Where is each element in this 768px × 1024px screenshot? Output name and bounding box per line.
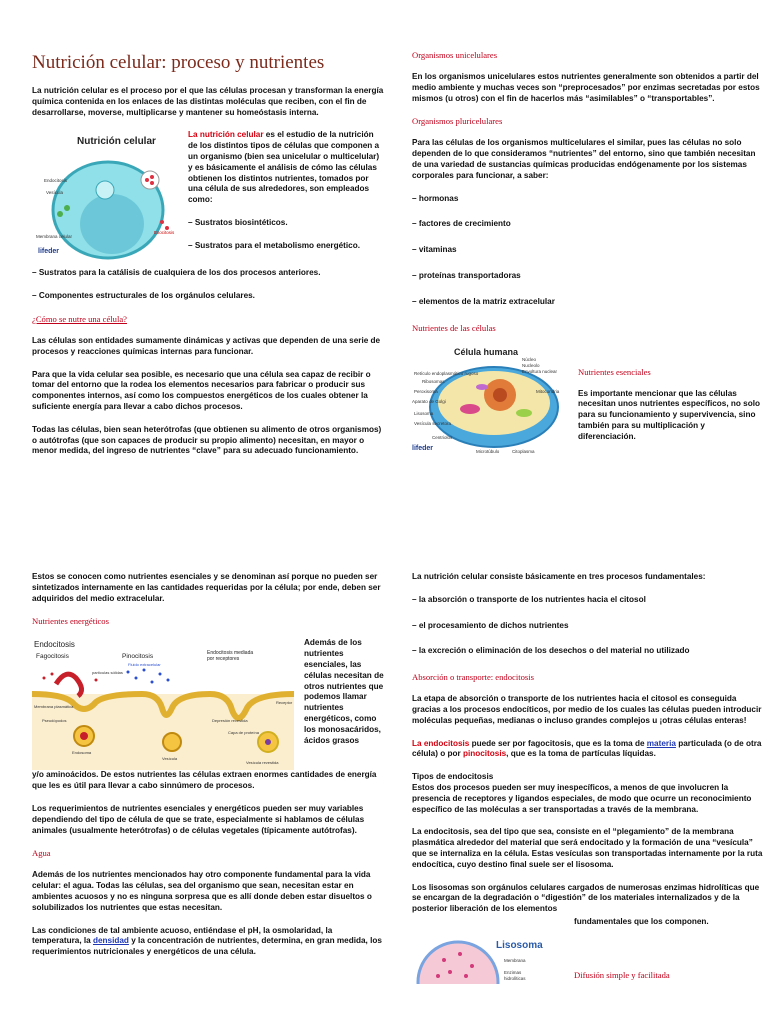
label-centriolos: Centriolos xyxy=(432,434,453,440)
body-paragraph: Tipos de endocitosis Estos dos procesos pueden ser muy inespecíficos, a menos de que involucren la presencia de receptores y ligandos especiales, de modo que ocurre un reconocimiento específico de las moléculas a ser transportadas a través de la membrana. xyxy=(412,772,764,815)
body-paragraph: Los lisosomas son orgánulos celulares cargados de numerosas enzimas hidrolíticas que se encargan de la degradación o “digestión” de los materiales internalizados y de la posterior liberación de los elementos xyxy=(412,882,760,914)
section-heading: Nutrientes de las células xyxy=(412,322,496,333)
label-receptor: Receptor xyxy=(276,700,293,706)
body-paragraph: Las células son entidades sumamente dinámicas y activas que dependen de una serie de procesos y reacciones químicas internas para funcionar. xyxy=(32,335,381,356)
label-vesicula-revestida: Vesícula revestida xyxy=(246,760,279,766)
section-heading: Nutrientes energéticos xyxy=(32,616,109,627)
label-nucleo: Núcleo xyxy=(522,356,537,362)
body-paragraph: Además de los nutrientes mencionados hay otro componente fundamental para la vida celular: el agua. Todas las células, sea del organismo que sean, necesitan estar en ambientes acuosos y no es ninguna sorpresa que es allí donde deben estar disueltos o solubilizados los nutrientes que estas necesitan. xyxy=(32,870,372,912)
list-item: – factores de crecimiento xyxy=(412,219,511,229)
list-item: – vitaminas xyxy=(412,245,457,255)
label-vesicula: Vesícula xyxy=(46,190,64,196)
section-heading: Agua xyxy=(32,848,51,859)
svg-text:Célula humana: Célula humana xyxy=(454,346,519,357)
body-paragraph: Para que la vida celular sea posible, es necesario que una célula sea capaz de recibir o tomar del entorno que la rodea los elementos necesarios para fabricar o producir sus componentes internos, así como los compuestos energéticos de los cuales obtener la suficiente energía para llevar a cabo dichos procesos. xyxy=(32,369,371,411)
nutrition-figure-row xyxy=(32,130,384,268)
label-vesicula: Vesícula xyxy=(162,756,178,762)
body-paragraph: En los organismos unicelulares estos nutrientes generalmente son obtenidos a partir del medio ambiente y muchas veces son “preprocesados” por enzimas secretadas por estos mismos (u otros) con el fin de hacerlos más “asimilables” o “transportables”. xyxy=(412,72,760,103)
human-cell-diagram xyxy=(412,345,572,457)
svg-text:Fagocitosis: Fagocitosis xyxy=(36,653,69,661)
body-paragraph: La endocitosis puede ser por fagocitosis, que es la toma de materia particulada (o de otra célula) o por pinocitosis, que es la toma de partículas líquidas. xyxy=(412,738,762,759)
label-enzimas: Enzimas xyxy=(504,969,522,975)
label-mitocondria: Mitocondria xyxy=(536,388,560,394)
diffusion-heading-col xyxy=(574,932,670,992)
lysosome-figure xyxy=(412,932,562,984)
list-item: – la excreción o eliminación de los desechos o del material no utilizado xyxy=(412,646,690,656)
svg-text:Endocitosis mediada: Endocitosis mediada xyxy=(207,650,254,657)
label-fluido: Fluido extracelular xyxy=(128,662,161,668)
figure-title: Lisosoma xyxy=(496,939,543,951)
endocytosis-figure xyxy=(32,638,294,770)
lysosome-row xyxy=(412,932,764,992)
label-envoltura: Envoltura nuclear xyxy=(522,368,558,374)
body-paragraph: Los requerimientos de nutrientes esenciales y energéticos pueden ser muy variables dependiendo del tipo de célula de que se trate, especialmente si hablamos de células animales (usualmente heterótrofas) o de células vegetales (típicamente autótrofas). xyxy=(32,803,365,835)
label-membrana: Membrana plasmática xyxy=(34,704,74,710)
lifeder-logo: lifeder xyxy=(412,444,434,452)
panel-top-right xyxy=(398,44,764,457)
list-item: – el procesamiento de dichos nutrientes xyxy=(412,620,569,630)
body-paragraph: Todas las células, bien sean heterótrofas (que obtienen su alimento de otros organismos) o autótrofas (que son capaces de producir su propio alimento) necesitan, en mayor o menor medida, del ingreso de nutrientes “clave” para su adecuado funcionamiento. xyxy=(32,424,382,456)
endocytosis-row xyxy=(32,638,384,770)
list-item: – la absorción o transporte de los nutrientes hacia el citosol xyxy=(412,594,646,604)
lifeder-logo: lifeder xyxy=(38,248,60,256)
body-paragraph-cont: fundamentales que los componen. xyxy=(574,916,709,926)
materia-link[interactable]: materia xyxy=(646,738,676,748)
list-item: – Sustratos biosintéticos. xyxy=(188,217,288,227)
list-item: – elementos de la matriz extracelular xyxy=(412,296,555,306)
panel-bottom-right xyxy=(398,572,764,992)
list-item: – Componentes estructurales de los orgánulos celulares. xyxy=(32,291,255,301)
label-endosoma: Endosoma xyxy=(72,750,92,756)
label-citoplasma: Citoplasma xyxy=(512,448,535,454)
label-ribosomas: Ribosomas xyxy=(422,378,445,384)
body-paragraph: La nutrición celular consiste básicamente en tres procesos fundamentales: xyxy=(412,572,706,581)
label-peroxisoma: Peroxisoma xyxy=(414,388,438,394)
label-membrana: Membrana xyxy=(504,957,526,963)
svg-text:Pinocitosis: Pinocitosis xyxy=(122,653,154,661)
label-reticulo: Retículo endoplasmático rugoso xyxy=(414,370,479,376)
endocytosis-diagram xyxy=(32,638,294,770)
section-heading: Nutrientes esenciales xyxy=(578,366,651,377)
lysosome-diagram xyxy=(412,932,562,984)
human-cell-figure xyxy=(412,345,572,457)
human-cell-row xyxy=(412,345,764,457)
label-pseudopodos: Pseudópodos xyxy=(42,718,67,724)
densidad-link[interactable]: densidad xyxy=(92,936,129,946)
intro-paragraph: La nutrición celular es el proceso por el que las células procesan y transforman la energía química contenida en los enlaces de las distintas moléculas que reciben, con el fin de desarrollarse, moverse, multiplicarse y mantener su homeóstasis interna. xyxy=(32,86,384,117)
svg-text:hidrolíticas: hidrolíticas xyxy=(504,975,526,981)
definition-paragraph: La nutrición celular es el estudio de la nutrición de los distintos tipos de células que componen a un organismo (bien sea unicelular o multicelular) y es básicamente el análisis de cómo las células obtienen los distintos nutrientes, tomados por una célula de sus alrededores, son empleados como: xyxy=(188,130,380,205)
body-paragraph: Es importante mencionar que las células necesitan unos nutrientes específicos, no solo para su funcionamiento y supervivencia, sino también para su multiplicación y diferenciación. xyxy=(578,388,760,441)
label-membrana: Membrana celular xyxy=(36,234,73,240)
energetic-side-column xyxy=(304,638,384,770)
panel-bottom-left xyxy=(18,572,384,970)
label-capa: Capa de proteína xyxy=(228,730,259,736)
list-item: – Sustratos para el metabolismo energético. xyxy=(188,240,360,250)
label-golgi: Aparato de Golgi xyxy=(412,398,446,404)
label-particulas: partículas sólidas xyxy=(92,670,123,676)
list-item: – Sustratos para la catálisis de cualquiera de los dos procesos anteriores. xyxy=(32,268,321,278)
nutrition-figure xyxy=(32,130,182,268)
body-paragraph: La endocitosis, sea del tipo que sea, consiste en el “plegamiento” de la membrana plasmática alrededor del material que será endocitado y la formación de una “vesícula” que se internaliza en la célula. Estas vesículas son transportadas internamente por la ruta endocítica, cuyo destino final suele ser el lisosoma. xyxy=(412,827,763,869)
body-paragraph: La etapa de absorción o transporte de los nutrientes hacia el citosol es conseguida gracias a los procesos endocíticos, por medio de los cuales las células pueden introducir moléculas pequeñas, medianas o incluso grandes complejos u ¡otras células enteras! xyxy=(412,694,762,725)
section-heading: ¿Cómo se nutre una célula? xyxy=(32,313,127,324)
section-heading: Absorción o transporte: endocitosis xyxy=(412,672,534,683)
label-vesicula: Vesícula secretora xyxy=(414,420,452,426)
label-lisosoma: Lisosoma xyxy=(414,410,434,416)
body-paragraph: Estos se conocen como nutrientes esenciales y se denominan así porque no pueden ser sintetizados internamente en las cantidades requeridas por la célula; por ende, deben ser adquiridos del medio extracelular. xyxy=(32,572,381,603)
side-paragraph: Además de los nutrientes esenciales, las células necesitan de otros nutrientes que podemos llamar nutrientes energéticos, como los monosacáridos, ácidos grasos xyxy=(304,638,384,745)
essentials-column xyxy=(578,345,764,457)
figure-title: Nutrición celular xyxy=(77,136,156,148)
section-heading: Difusión simple y facilitada xyxy=(574,969,670,980)
label-microtubulo: Microtúbulo xyxy=(476,448,500,454)
section-heading: Organismos pluricelulares xyxy=(412,116,503,127)
definition-column xyxy=(188,130,384,268)
body-paragraph: Las condiciones de tal ambiente acuoso, entiéndase el pH, la osmolaridad, la temperatura, la densidad y la concentración de nutrientes, determina, en gran medida, los requerimientos nutricionales y energéticos de una célula. xyxy=(32,925,382,957)
list-item: – hormonas xyxy=(412,193,459,203)
figure-title: Endocitosis xyxy=(34,640,75,650)
list-item: – proteínas transportadoras xyxy=(412,270,521,280)
definition-term: La nutrición celular xyxy=(188,130,264,140)
body-paragraph: Para las células de los organismos multicelulares el similar, pues las células no solo dependen de lo que consideramos “nutrientes” del entorno, sino que también necesitan de una variedad de sustancias químicas producidas endógenamente por los sistemas corporales para funcionar, a saber: xyxy=(412,138,756,180)
label-exocitosis: Exocitosis xyxy=(154,230,175,236)
body-paragraph: y/o aminoácidos. De estos nutrientes las células extraen enormes cantidades de energía que les es útil para llevar a cabo sinnúmero de procesos. xyxy=(32,770,377,791)
page-title: Nutrición celular: proceso y nutrientes xyxy=(32,52,325,73)
svg-text:por receptores: por receptores xyxy=(207,656,240,663)
panel-top-left xyxy=(18,44,384,469)
subheading: Tipos de endocitosis xyxy=(412,772,494,782)
label-depresion: Depresión revestida xyxy=(212,718,248,724)
label-endocitosis: Endocitosis xyxy=(44,178,68,184)
label-nucleolo: Nucleolo xyxy=(522,362,540,368)
section-heading: Organismos unicelulares xyxy=(412,50,498,60)
